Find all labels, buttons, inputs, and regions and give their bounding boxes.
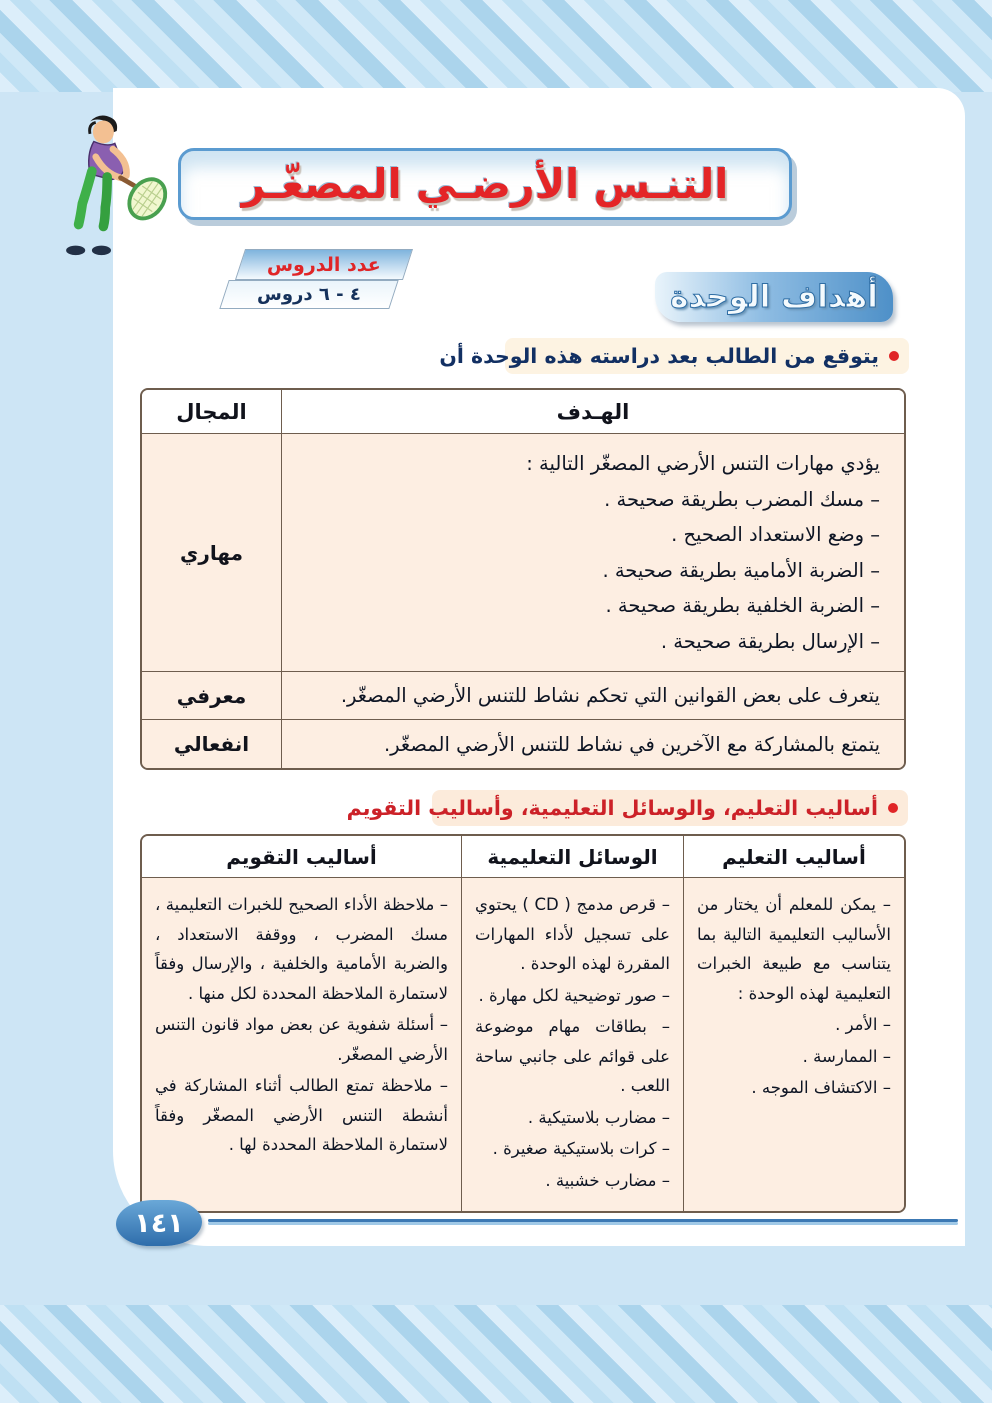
bullet-icon — [888, 803, 898, 813]
aid-item: – كرات بلاستيكية صغيرة . — [492, 1139, 670, 1158]
objectives-table — [140, 388, 906, 770]
aid-item: – قرص مدمج ( CD ) يحتوي على تسجيل لأداء المهارات المقررة لهذه الوحدة . — [475, 895, 670, 973]
objective-cell-skill — [282, 434, 904, 672]
header-evaluation-methods: أساليب التقويم — [142, 836, 462, 878]
unit-title: التنـس الأرضـي المصغّـر — [241, 160, 729, 208]
aid-item: – مضارب خشبية . — [545, 1170, 670, 1190]
bullet-icon — [889, 351, 899, 361]
goals-intro-text: يتوقع من الطالب بعد دراسته هذه الوحدة أن — [439, 344, 879, 368]
lessons-count-value: ٤ - ٦ دروس — [257, 284, 361, 305]
skill-line: – الإرسال بطريقة صحيحة . — [660, 629, 880, 653]
methods-section-heading — [346, 790, 908, 826]
skill-line: – مسك المضرب بطريقة صحيحة . — [604, 487, 880, 511]
aid-item: – صور توضيحية لكل مهارة . — [478, 985, 670, 1005]
top-stripe-band — [0, 0, 992, 92]
bottom-stripe-band — [0, 1305, 992, 1403]
skill-line: – الضربة الأمامية بطريقة صحيحة . — [602, 558, 880, 582]
teaching-item: – يمكن للمعلم أن يختار من الأساليب التعليمية التالية بما يتناسب مع طبيعة الخبرات التعليمية لهذه الوحدة : — [697, 895, 891, 1003]
goals-intro — [439, 338, 909, 374]
evaluation-methods-cell — [142, 878, 462, 1211]
header-teaching-aids: الوسائل التعليمية — [462, 836, 684, 878]
aid-item: – بطاقات مهام موضوعة على قوائم على جانبي ساحة اللعب . — [475, 1017, 670, 1095]
teaching-aids-cell — [462, 878, 684, 1211]
evaluation-item: – ملاحظة الأداء الصحيح للخبرات التعليمية ، مسك المضرب ، ووقفة الاستعداد ، والضربة الأمامية والخلفية ، والإرسال وفقاً لاستمارة الملاحظة المحددة لكل منها . — [155, 895, 448, 1003]
teaching-methods-cell — [684, 878, 904, 1211]
teaching-item: – الأمر . — [835, 1015, 891, 1034]
objectives-header-objective: الهـدف — [282, 390, 904, 434]
skill-line: – وضع الاستعداد الصحيح . — [671, 523, 880, 546]
player-head — [93, 121, 114, 144]
evaluation-item: – ملاحظة تمتع الطالب أثناء المشاركة في أنشطة التنس الأرضي المصغّر وفقاً لاستمارة الملاحظة المحددة لها . — [155, 1076, 448, 1154]
unit-goals-heading: أهداف الوحدة — [655, 272, 893, 322]
methods-table — [140, 834, 906, 1213]
domain-cell-skill: مهاري — [142, 434, 282, 672]
domain-cell-affective: انفعالي — [142, 720, 282, 768]
page-number-badge — [116, 1200, 202, 1246]
page-number: ١٤١ — [134, 1207, 184, 1239]
header-teaching-methods: أساليب التعليم — [684, 836, 904, 878]
skill-line: يؤدي مهارات التنس الأرضي المصغّر التالية : — [526, 452, 880, 475]
lessons-count-value-badge — [219, 280, 398, 309]
lessons-count-badge — [235, 249, 413, 280]
lessons-count-label: عدد الدروس — [267, 253, 381, 276]
evaluation-item: – أسئلة شفوية عن بعض مواد قانون التنس الأرضي المصغّر. — [155, 1015, 448, 1064]
tennis-player-illustration — [52, 110, 170, 258]
objective-cell-affective: يتمتع بالمشاركة مع الآخرين في نشاط للتنس الأرضي المصغّر. — [282, 720, 904, 768]
unit-title-banner — [178, 148, 792, 220]
objectives-header-domain: المجال — [142, 390, 282, 434]
footer-rule — [208, 1219, 958, 1222]
methods-heading-text: أساليب التعليم، والوسائل التعليمية، وأساليب التقويم — [346, 796, 878, 820]
domain-cell-cognitive: معرفي — [142, 672, 282, 720]
aid-item: – مضارب بلاستيكية . — [527, 1107, 670, 1127]
teaching-item: – الاكتشاف الموجه . — [751, 1078, 891, 1097]
skill-line: – الضربة الخلفية بطريقة صحيحة . — [605, 594, 880, 617]
teaching-item: – الممارسة . — [802, 1046, 891, 1066]
objective-cell-cognitive: يتعرف على بعض القوانين التي تحكم نشاط للتنس الأرضي المصغّر. — [282, 672, 904, 720]
